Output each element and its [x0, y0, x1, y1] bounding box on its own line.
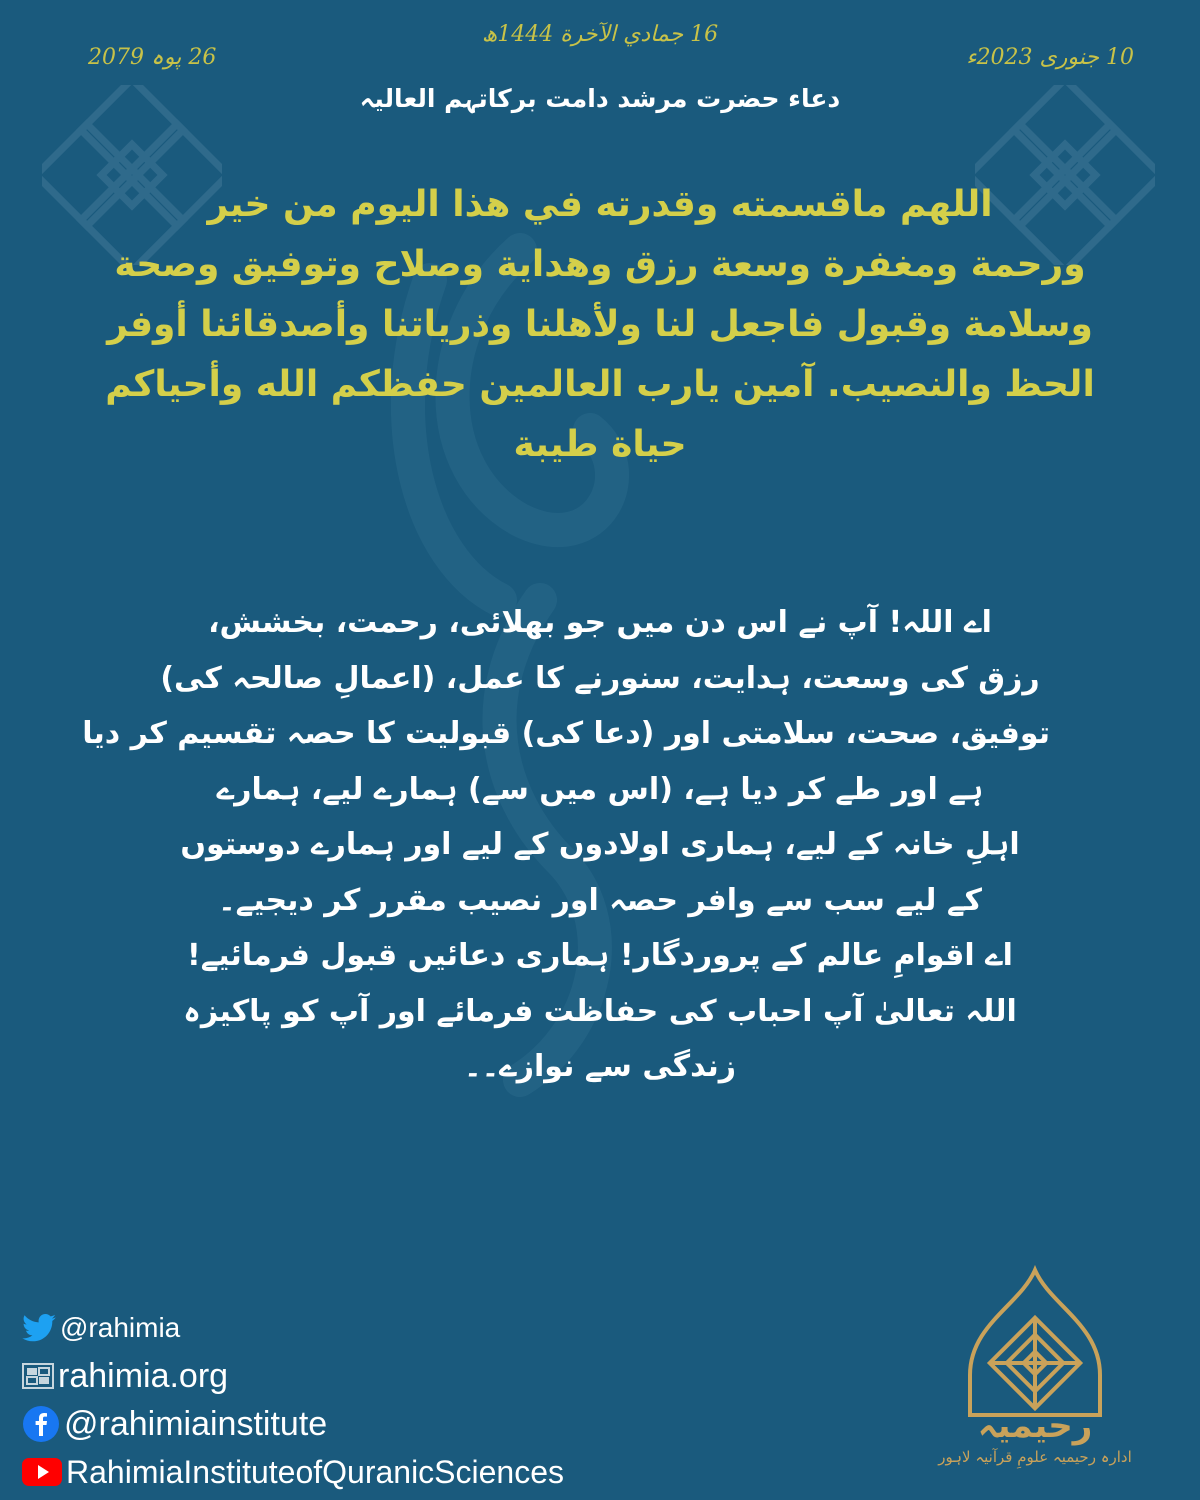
- urdu-line: اے اللہ! آپ نے اس دن میں جو بھلائی، رحمت، بخشش،: [208, 605, 992, 640]
- urdu-line: زندگی سے نوازے۔۔: [464, 1049, 736, 1084]
- gregorian-date: 10 جنوری 2023ء: [966, 45, 1134, 70]
- urdu-line: توفیق، صحت، سلامتی اور (دعا کی) قبولیت کا حصہ تقسیم کر دیا: [82, 716, 1050, 751]
- youtube-icon: [22, 1458, 62, 1486]
- youtube-channel: RahimiaInstituteofQuranicSciences: [66, 1453, 565, 1490]
- logo-name: رحیمیہ: [977, 1406, 1093, 1446]
- arabic-line: حياة طيبة: [513, 424, 687, 465]
- urdu-line: اہلِ خانہ کے لیے، ہماری اولادوں کے لیے اور ہمارے دوستوں: [180, 827, 1020, 862]
- urdu-line: ہے اور طے کر دیا ہے، (اس میں سے) ہمارے لیے، ہمارے: [216, 771, 984, 807]
- urdu-line: اے اقوامِ عالم کے پروردگار! ہماری دعائیں قبول فرمائیے!: [187, 938, 1013, 973]
- page-title: دعاء حضرت مرشد دامت برکاتہم العالیہ: [359, 84, 841, 113]
- twitter-link[interactable]: [22, 1308, 564, 1348]
- website-url: rahimia.org: [58, 1356, 229, 1395]
- twitter-icon: [22, 1314, 56, 1342]
- urdu-line: اللہ تعالیٰ آپ احباب کی حفاظت فرمائے اور آپ کو پاکیزہ: [183, 993, 1017, 1029]
- arabic-dua: [100, 175, 1100, 475]
- facebook-link[interactable]: [22, 1404, 564, 1444]
- website-icon: [22, 1363, 54, 1389]
- arabic-line: اللهم ماقسمته وقدرته في هذا اليوم من خير: [207, 184, 993, 225]
- urdu-line: رزق کی وسعت، ہدایت، سنورنے کا عمل، (اعمالِ صالحہ کی): [160, 660, 1040, 696]
- urdu-translation: [82, 595, 1050, 1095]
- twitter-handle: @rahimia: [60, 1312, 181, 1343]
- hijri-date: 16 جمادي الآخرة 1444ھ: [481, 22, 719, 47]
- logo-subtitle: ادارہ رحیمیہ علومِ قرآنیہ لاہور: [938, 1448, 1132, 1466]
- facebook-icon: [22, 1405, 60, 1443]
- bikrami-date: 26 پوہ 2079: [88, 45, 217, 70]
- arabic-line: وسلامة وقبول فاجعل لنا ولأهلنا وذرياتنا وأصدقائنا أوفر: [107, 304, 1093, 345]
- social-links: [22, 1308, 564, 1500]
- arabic-line: ورحمة ومغفرة وسعة رزق وهداية وصلاح وتوفيق وصحة: [114, 244, 1086, 285]
- arabic-line: الحظ والنصيب. آمين يارب العالمين حفظكم الله وأحياكم: [105, 364, 1095, 405]
- youtube-link[interactable]: [22, 1452, 564, 1492]
- urdu-line: کے لیے سب سے وافر حصہ اور نصیب مقرر کر دیجیے۔: [218, 882, 982, 918]
- website-link[interactable]: [22, 1356, 564, 1396]
- facebook-handle: @rahimiainstitute: [64, 1404, 328, 1443]
